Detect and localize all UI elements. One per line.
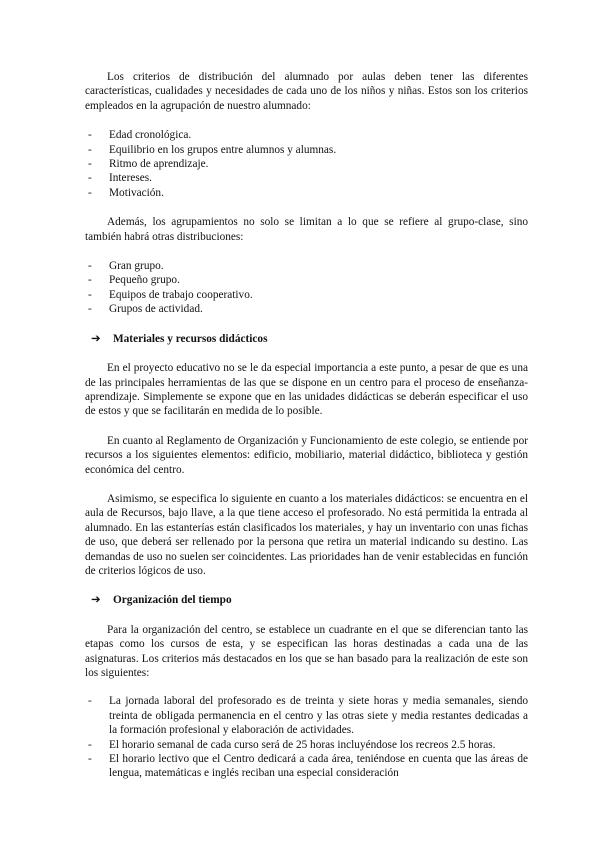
materials-paragraph-3: Asimismo, se especifica lo siguiente en cuanto a los materiales didácticos: se encuentra en el aula de Recursos, bajo llave, a la que tiene acceso el profesorado. No está permitida la entrada al alumnado. En las estanterías están clasificados los materiales, y hay un inventario con unas fichas de uso, que deberá ser rellenado por la persona que retira un material indicando su destino. Las demandas de uso no suelen ser coincidentes. Las prioridades han de venir establecidas en función de criterios lógicos de uso. xyxy=(85,492,528,577)
list-item: - Equilibrio en los grupos entre alumnos y alumnas. xyxy=(88,143,337,156)
list-item: - La jornada laboral del profesorado es de treinta y siete horas y media semanales, siendo treinta de obligada permanencia en el centro y las otras siete y media restantes dedicadas a la formación profesional y elaboración de actividades. xyxy=(88,695,528,737)
time-criteria-list xyxy=(85,694,528,780)
section-title: Organización del tiempo xyxy=(113,594,232,607)
bullet-dash: - xyxy=(88,186,92,199)
list-item: - Pequeño grupo. xyxy=(88,274,180,287)
bullet-dash: - xyxy=(88,274,92,287)
bullet-dash: - xyxy=(88,288,92,301)
section-heading-time xyxy=(85,593,528,607)
list-item: - Edad cronológica. xyxy=(88,129,192,142)
list-item: - El horario semanal de cada curso será de 25 horas incluyéndose los recreos 2.5 horas. xyxy=(88,738,496,751)
list-item: - Grupos de actividad. xyxy=(88,303,203,316)
document-body xyxy=(85,70,528,796)
list-item: - Ritmo de aprendizaje. xyxy=(88,158,209,171)
list-item: - Intereses. xyxy=(88,172,152,185)
groupings-paragraph: Además, los agrupamientos no solo se limitan a lo que se refiere al grupo-clase, sino también habrá otras distribuciones: xyxy=(85,216,528,243)
list-item: - Gran grupo. xyxy=(88,260,164,273)
bullet-dash: - xyxy=(88,303,92,316)
bullet-dash: - xyxy=(88,158,92,171)
bullet-dash: - xyxy=(88,172,92,185)
bullet-dash: - xyxy=(88,143,92,156)
criteria-list xyxy=(85,128,528,200)
list-item: - Equipos de trabajo cooperativo. xyxy=(88,288,253,301)
bullet-dash: - xyxy=(88,738,92,751)
arrow-right-icon: ➔ xyxy=(91,332,101,345)
bullet-dash: - xyxy=(88,129,92,142)
materials-paragraph-2: En cuanto al Reglamento de Organización y Funcionamiento de este colegio, se entiende por recursos a los siguientes elementos: edificio, mobiliario, material didáctico, biblioteca y gestión económica del centro. xyxy=(85,434,528,476)
list-item: - El horario lectivo que el Centro dedicará a cada área, teniéndose en cuenta que las áreas de lengua, matemáticas e inglés reciban una especial consideración xyxy=(88,753,528,780)
section-heading-materials xyxy=(85,332,528,346)
bullet-dash: - xyxy=(88,260,92,273)
materials-paragraph-1: En el proyecto educativo no se le da especial importancia a este punto, a pesar de que es una de las principales herramientas de las que se dispone en un centro para el proceso de enseñanza-aprendizaje. Simplemente se expone que en las unidades didácticas se deberán especificar el uso de estos y que se facilitarán en medida de lo posible. xyxy=(85,362,528,418)
time-paragraph: Para la organización del centro, se establece un cuadrante en el que se diferencian tanto las etapas como los cursos de esta, y se especifican las horas destinadas a cada una de las asignaturas. Los criterios más destacados en los que se han basado para la realización de este son los siguientes: xyxy=(85,623,528,679)
list-item: - Motivación. xyxy=(88,186,164,199)
bullet-dash: - xyxy=(88,753,92,766)
section-title: Materiales y recursos didácticos xyxy=(113,332,268,345)
groupings-list xyxy=(85,259,528,317)
bullet-dash: - xyxy=(88,695,92,708)
arrow-right-icon: ➔ xyxy=(91,594,101,607)
intro-paragraph: Los criterios de distribución del alumnado por aulas deben tener las diferentes características, cualidades y necesidades de cada uno de los niños y niñas. Estos son los criterios empleados en la agrupación de nuestro alumnado: xyxy=(85,71,528,112)
